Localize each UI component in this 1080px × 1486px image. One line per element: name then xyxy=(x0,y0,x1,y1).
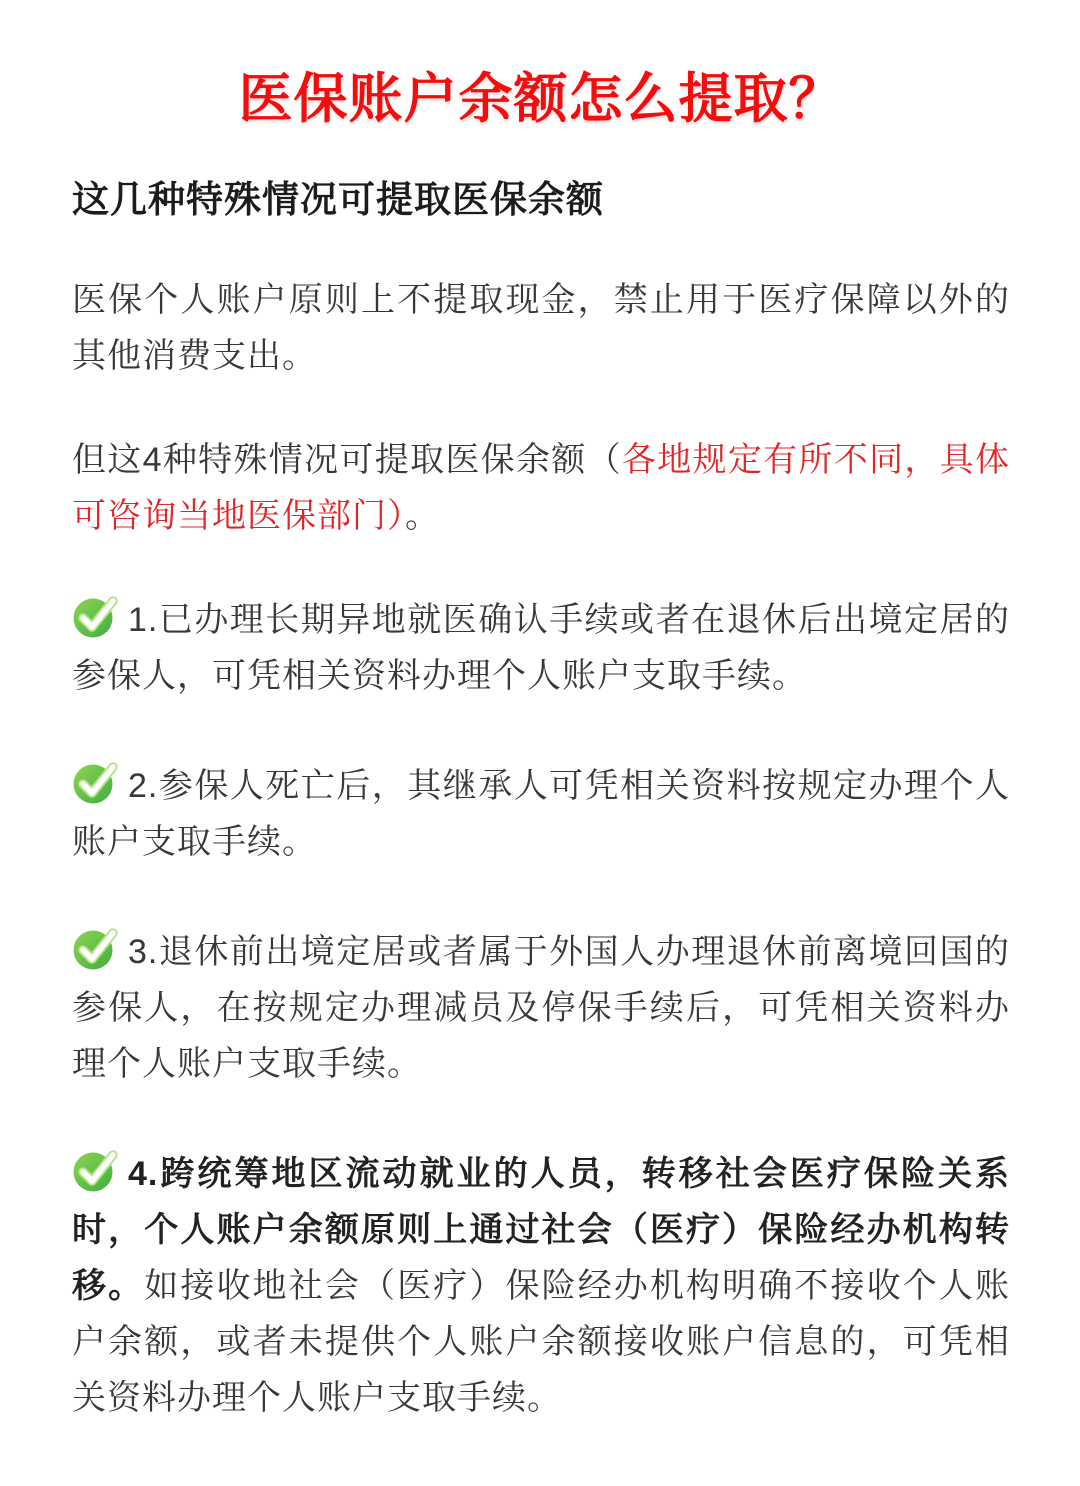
list-item-text: 如接收地社会（医疗）保险经办机构明确不接收个人账户余额，或者未提供个人账户余额接收账户信息的，可凭相关资料办理个人账户支取手续。 xyxy=(72,1266,1011,1417)
green-check-icon xyxy=(72,758,120,806)
intro-paragraph: 医保个人账户原则上不提取现金，禁止用于医疗保障以外的其他消费支出。 xyxy=(72,280,1010,375)
list-item-text: 2.参保人死亡后，其继承人可凭相关资料按规定办理个人账户支取手续。 xyxy=(72,766,1010,861)
list-item-1 xyxy=(72,592,1010,704)
section-heading: 这几种特殊情况可提取医保余额 xyxy=(72,179,604,221)
note-suffix: 。 xyxy=(405,496,440,535)
green-check-icon xyxy=(72,924,120,972)
list-item-4 xyxy=(72,1146,1010,1426)
note-red-text: 各地规定有所不同，具体可咨询当地医保部门） xyxy=(72,440,1010,535)
list-item-text: 1.已办理长期异地就医确认手续或者在退休后出境定居的参保人，可凭相关资料办理个人账户支取手续。 xyxy=(72,600,1010,695)
list-item-2 xyxy=(72,758,1010,870)
note-paragraph xyxy=(72,432,1010,544)
green-check-icon xyxy=(72,1146,120,1194)
list-item-bold-text: 4.跨统筹地区流动就业的人员，转移社会医疗保险关系时，个人账户余额原则上通过社会（医疗）保险经办机构转移。 xyxy=(72,1154,1010,1305)
page-title: 医保账户余额怎么提取？ xyxy=(238,69,844,129)
list-item-text: 3.退休前出境定居或者属于外国人办理退休前离境回国的参保人，在按规定办理减员及停保手续后，可凭相关资料办理个人账户支取手续。 xyxy=(72,932,1010,1083)
list-item-3 xyxy=(72,924,1010,1092)
note-prefix: 但这4种特殊情况可提取医保余额（ xyxy=(72,440,622,479)
green-check-icon xyxy=(72,592,120,640)
